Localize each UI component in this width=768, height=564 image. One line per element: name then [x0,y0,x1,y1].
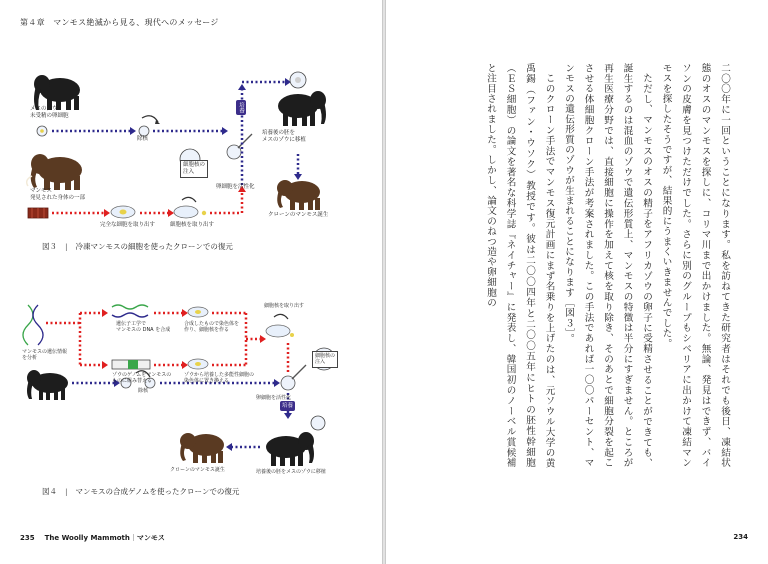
culture-badge: 培養 [236,100,246,115]
label-stem-cell-chromosome: ゾウから培養した多能性細胞の 染色体に置き換える [184,372,255,385]
right-page-number: 234 [733,533,748,541]
book-subject: マンモス [136,534,165,542]
book-title: The Woolly Mammoth [44,534,130,542]
label-female-elephant: メスのゾウ 未受精の卵細胞 [30,106,69,119]
pipette-icon [142,116,158,122]
label-mammoth-dna: マンモスの遺伝情報 を分析 [22,349,68,362]
paragraph: このクローン手法でマンモス復元計画にまず名乗りを上げたのは、元ソウル大学の黄禹錫（ファン・ウソク）教授です。彼は二〇〇四年と二〇〇五年にヒトの胚性幹細胞（ＥＳ細胞）の論文を著名な科学誌『ネイチャー』に発表し、韓国初のノーベル賞候補と注目されました。しかし、論文のねつ造や卵細胞の [485,63,555,468]
running-head: 第４章 マンモス絶滅から見る、現代へのメッセージ [20,18,219,27]
left-page [0,0,382,564]
figure-4 [20,285,350,480]
figure-3 [20,60,350,230]
figure-3-graphic [20,60,350,230]
figure-4-label: 図４ [42,487,57,496]
figure-4-caption-text: マンモスの合成ゲノムを使ったクローンでの復元 [75,487,240,496]
label-birth: クローンのマンモス誕生 [170,467,225,473]
left-footer [20,533,165,543]
right-page [386,0,768,564]
baby-mammoth-icon [180,433,224,463]
elephant-icon [34,75,80,110]
surrogate-elephant-icon [278,91,326,126]
label-intact-cell: 完全な細胞を取り出す [100,222,156,228]
paragraph: ただし、マンモスのオスの精子をアフリカゾウの卵子に受精させることができても、誕生するのは混血のゾウで遺伝形質上、マンモスの特徴は半分にすぎません。ところが再生医療分野では、直接細胞に操作を加えて核を取り除き、そのあとで細胞分裂を起こさせる体細胞クローン手法が考案されました。この手法であれば一〇〇パーセント、マンモスの遺伝形質のゾウが生まれることになります［図３］。 [563,63,652,468]
label-injection: 細胞核の 注入 [180,160,208,178]
figure-3-caption-text: 冷凍マンモスの細胞を使ったクローンでの復元 [75,242,233,251]
mammoth-icon [31,154,82,190]
culture-badge: 培養 [280,401,295,411]
figure-3-label: 図３ [42,242,57,251]
paragraph: 二〇〇年に一回ということになります。私を訪ねてきた研究者はそれでも後日、凍結状態のオスのマンモスを探しに、コリマ川まで出かけました。無論、発見はできず、バイソンの皮膚を見つけただけでした。さらに別のグループもシベリアに出かけて凍結マンモスを探したそうですが、結果的にうまくいきませんでした。 [660,63,730,468]
figure-4-caption: 図４ | マンモスの合成ゲノムを使ったクローンでの復元 [42,487,240,496]
label-transplant: 培養後の胚をメスのゾウに移植 [256,469,326,475]
body-text [481,63,735,468]
label-activation: 卵細胞を活性化 [216,184,255,190]
surrogate-elephant-icon [266,432,314,466]
figure-3-caption: 図３ | 冷凍マンモスの細胞を使ったクローンでの復元 [42,242,233,251]
label-birth: クローンのマンモス誕生 [268,212,329,218]
label-activation: 卵細胞を活性化 [256,395,292,401]
elephant-icon [27,370,68,400]
label-enucleation: 除核 [137,136,149,142]
label-extract-nucleus: 細胞核を取り出す [170,222,215,228]
footer-divider: ｜ [129,534,137,542]
label-transplant: 培養後の胚を メスのゾウに移植 [262,130,306,143]
label-make-chromosome: 合成したもので染色体を 作り、細胞核を作る [184,321,240,334]
label-extract-nucleus: 細胞核を取り出す [264,303,305,309]
dna-icon [23,305,43,345]
label-enucleation: 除核 [138,388,149,394]
label-mammoth: マンモス 発見された身体の一部 [30,188,86,201]
label-insert-genes: ゾウのゲノムをマンモスの ものに組み替える [112,372,172,385]
baby-mammoth-icon [277,180,320,210]
label-synthesize-dna: 遺伝子工学で マンモスの DNA を合成 [116,321,171,334]
left-page-number: 235 [20,534,35,542]
label-injection: 細胞核の 注入 [312,351,338,368]
